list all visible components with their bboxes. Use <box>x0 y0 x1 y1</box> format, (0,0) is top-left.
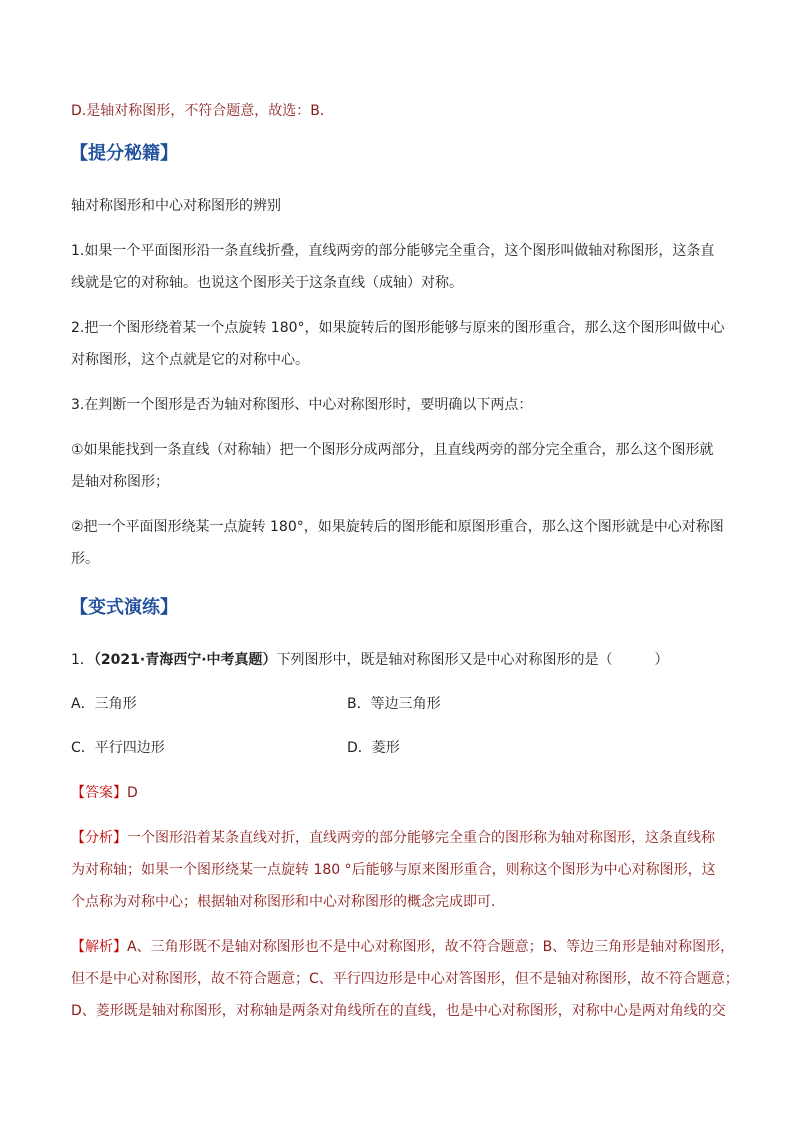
solution-text-1: A、三角形既不是轴对称图形也不是中心对称图形，故不符合题意；B、等边三角形是轴对称图形， <box>127 939 735 955</box>
answer-value: D <box>127 785 138 801</box>
tip-1-line-2: 线就是它的对称轴。也说这个图形关于这条直线（成轴）对称。 <box>71 275 463 291</box>
analysis-line-2: 为对称轴；如果一个图形绕某一点旋转 180 °后能够与原来图形重合，则称这个图形为中心对称图形，这 <box>71 862 716 878</box>
analysis-text-1: 一个图形沿着某条直线对折，直线两旁的部分能够完全重合的图形称为轴对称图形，这条直线称 <box>127 830 715 846</box>
analysis-line-1 <box>71 828 715 848</box>
solution-line-1 <box>71 937 734 957</box>
tip-4-line-2: 是轴对称图形； <box>71 474 169 490</box>
tip-1-line-1: 1.如果一个平面图形沿一条直线折叠，直线两旁的部分能够完全重合，这个图形叫做轴对称图形，这条直 <box>71 243 715 259</box>
answer-tag: 【答案】 <box>71 785 127 801</box>
option-d: D．菱形 <box>347 740 400 756</box>
solution-line-2: 但不是中心对称图形，故不符合题意；C、平行四边形是中心对答图形，但不是轴对称图形，故不符合题意； <box>71 971 739 987</box>
solution-tag: 【解析】 <box>71 939 127 955</box>
analysis-line-3: 个点称为对称中心；根据轴对称图形和中心对称图形的概念完成即可． <box>71 894 505 910</box>
tip-4-line-1: ①如果能找到一条直线（对称轴）把一个图形分成两部分，且直线两旁的部分完全重合，那么这个图形就 <box>71 442 714 458</box>
practice-section-heading: 【变式演练】 <box>70 597 178 618</box>
tip-5-line-2: 形。 <box>71 551 99 567</box>
question-number: 1． <box>71 652 94 668</box>
answer-line <box>71 783 138 803</box>
tip-2-line-2: 对称图形，这个点就是它的对称中心。 <box>71 352 309 368</box>
tip-3-line: 3.在判断一个图形是否为轴对称图形、中心对称图形时，要明确以下两点： <box>71 397 533 413</box>
solution-line-3: D、菱形既是轴对称图形，对称轴是两条对角线所在的直线，也是中心对称图形，对称中心是两对角线的交 <box>71 1003 726 1019</box>
question-text: 下列图形中，既是轴对称图形又是中心对称图形的是（ ） <box>276 652 669 668</box>
question-1-stem <box>71 650 669 670</box>
option-a: A．三角形 <box>71 696 137 712</box>
tip-2-line-1: 2.把一个图形绕着某一个点旋转 180°，如果旋转后的图形能够与原来的图形重合，那么这个图形叫做中心 <box>71 320 725 336</box>
tips-subtitle: 轴对称图形和中心对称图形的辨别 <box>71 198 281 214</box>
previous-answer-line: D.是轴对称图形，不符合题意，故选：B． <box>71 103 334 119</box>
question-source: （2021·青海西宁·中考真题） <box>93 652 277 668</box>
tips-section-heading: 【提分秘籍】 <box>70 143 178 164</box>
analysis-tag: 【分析】 <box>71 830 127 846</box>
option-b: B．等边三角形 <box>347 696 441 712</box>
option-c: C．平行四边形 <box>71 740 165 756</box>
tip-5-line-1: ②把一个平面图形绕某一点旋转 180°，如果旋转后的图形能和原图形重合，那么这个图形就是中心对称图 <box>71 519 724 535</box>
